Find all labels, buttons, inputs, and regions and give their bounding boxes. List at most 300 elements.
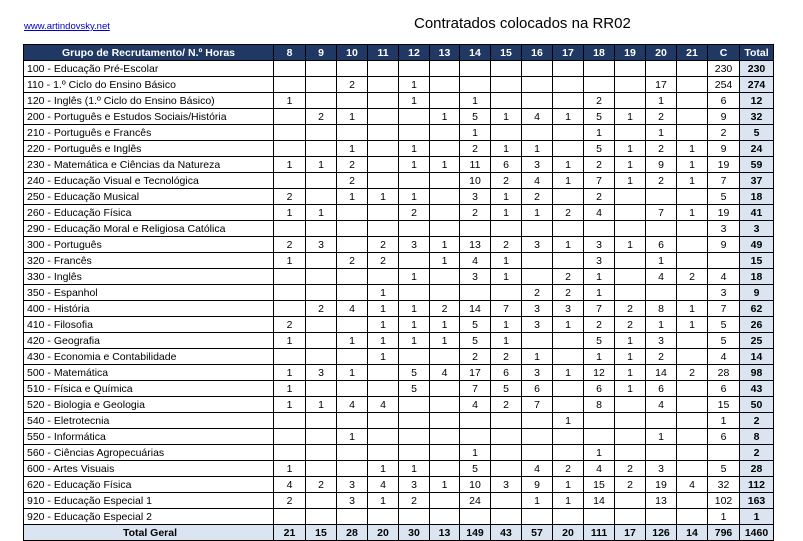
value-cell: 1: [274, 365, 306, 381]
table-row: [24, 109, 774, 125]
value-cell: 1: [460, 93, 491, 109]
value-cell: 6: [646, 381, 677, 397]
column-header: 11: [368, 45, 399, 61]
value-cell: [430, 269, 460, 285]
value-cell: 2: [522, 285, 553, 301]
value-cell: 1: [553, 109, 584, 125]
total-value-cell: 17: [615, 525, 646, 541]
value-cell: 2: [399, 205, 430, 221]
value-cell: [274, 109, 306, 125]
value-cell: [646, 189, 677, 205]
table-row: [24, 493, 774, 509]
group-label: 260 - Educação Física: [24, 205, 274, 221]
value-cell: 1: [646, 93, 677, 109]
value-cell: [491, 125, 522, 141]
value-cell: 3: [522, 365, 553, 381]
value-cell: [430, 125, 460, 141]
value-cell: [274, 349, 306, 365]
value-cell: [368, 141, 399, 157]
value-cell: 2: [615, 317, 646, 333]
value-cell: [522, 429, 553, 445]
value-cell: [368, 413, 399, 429]
value-cell: 3: [646, 461, 677, 477]
value-cell: [399, 221, 430, 237]
value-cell: 1: [491, 109, 522, 125]
total-value-cell: 1460: [740, 525, 774, 541]
value-cell: 2: [368, 253, 399, 269]
value-cell: 2: [274, 189, 306, 205]
value-cell: [368, 429, 399, 445]
value-cell: 5: [584, 333, 615, 349]
value-cell: 1: [337, 429, 368, 445]
value-cell: 8: [584, 397, 615, 413]
value-cell: [274, 221, 306, 237]
value-cell: [306, 93, 337, 109]
group-label: 410 - Filosofia: [24, 317, 274, 333]
value-cell: 1: [553, 237, 584, 253]
value-cell: 3: [553, 301, 584, 317]
value-cell: [337, 221, 368, 237]
value-cell: [615, 269, 646, 285]
group-label: 510 - Física e Química: [24, 381, 274, 397]
value-cell: 3: [584, 237, 615, 253]
value-cell: [553, 509, 584, 525]
value-cell: [368, 93, 399, 109]
value-cell: 1: [491, 141, 522, 157]
value-cell: [430, 221, 460, 237]
table-row: [24, 141, 774, 157]
value-cell: 2: [491, 173, 522, 189]
value-cell: [553, 93, 584, 109]
value-cell: 2: [430, 301, 460, 317]
value-cell: [399, 445, 430, 461]
value-cell: [368, 221, 399, 237]
value-cell: [522, 125, 553, 141]
column-header: 12: [399, 45, 430, 61]
value-cell: 15: [584, 477, 615, 493]
value-cell: [615, 253, 646, 269]
value-cell: 1: [399, 77, 430, 93]
value-cell: [491, 77, 522, 93]
group-label: 550 - Informática: [24, 429, 274, 445]
value-cell: 9: [646, 157, 677, 173]
value-cell: [677, 189, 708, 205]
value-cell: 2: [274, 237, 306, 253]
value-cell: [368, 381, 399, 397]
value-cell: [399, 397, 430, 413]
value-cell: [553, 397, 584, 413]
value-cell: [553, 141, 584, 157]
value-cell: 7: [491, 301, 522, 317]
group-label: 600 - Artes Visuais: [24, 461, 274, 477]
placement-table: [23, 44, 774, 541]
value-cell: 1: [646, 253, 677, 269]
value-cell: 4: [337, 301, 368, 317]
value-cell: 2: [522, 189, 553, 205]
value-cell: 2: [677, 365, 708, 381]
value-cell: [430, 493, 460, 509]
table-row: [24, 477, 774, 493]
group-label: 320 - Francês: [24, 253, 274, 269]
value-cell: [460, 221, 491, 237]
group-label: 540 - Eletrotecnia: [24, 413, 274, 429]
value-cell: [368, 365, 399, 381]
table-row: [24, 509, 774, 525]
group-label: 110 - 1.º Ciclo do Ensino Básico: [24, 77, 274, 93]
value-cell: 1: [430, 157, 460, 173]
value-cell: [491, 93, 522, 109]
value-cell: 6: [522, 381, 553, 397]
value-cell: [553, 429, 584, 445]
value-cell: [553, 445, 584, 461]
table-row: [24, 413, 774, 429]
total-value-cell: 111: [584, 525, 615, 541]
value-cell: [430, 61, 460, 77]
value-cell: [399, 253, 430, 269]
value-cell: [677, 253, 708, 269]
value-cell: 1: [584, 125, 615, 141]
value-cell: [522, 61, 553, 77]
value-cell: 2: [646, 141, 677, 157]
value-cell: 5: [460, 109, 491, 125]
value-cell: [430, 189, 460, 205]
value-cell: [337, 317, 368, 333]
column-header: Total: [740, 45, 774, 61]
value-cell: 2: [646, 173, 677, 189]
value-cell: [677, 381, 708, 397]
value-cell: [522, 221, 553, 237]
value-cell: [430, 445, 460, 461]
row-total-cell: 24: [740, 141, 774, 157]
document-title: Contratados colocados na RR02: [414, 15, 631, 32]
value-cell: 7: [584, 301, 615, 317]
value-cell: [399, 509, 430, 525]
value-cell: 14: [460, 301, 491, 317]
value-cell: 254: [708, 77, 740, 93]
table-row: [24, 445, 774, 461]
value-cell: 1: [491, 333, 522, 349]
value-cell: [677, 221, 708, 237]
value-cell: 1: [615, 157, 646, 173]
value-cell: 2: [553, 461, 584, 477]
value-cell: 5: [460, 461, 491, 477]
value-cell: 4: [460, 397, 491, 413]
value-cell: 1: [306, 205, 337, 221]
value-cell: 3: [708, 221, 740, 237]
value-cell: 4: [584, 205, 615, 221]
table-row: [24, 301, 774, 317]
value-cell: [399, 173, 430, 189]
value-cell: 5: [584, 109, 615, 125]
value-cell: 3: [646, 333, 677, 349]
row-total-cell: 8: [740, 429, 774, 445]
value-cell: 17: [460, 365, 491, 381]
value-cell: [306, 349, 337, 365]
value-cell: [677, 93, 708, 109]
value-cell: [522, 253, 553, 269]
row-total-cell: 3: [740, 221, 774, 237]
value-cell: [399, 285, 430, 301]
table-row: [24, 285, 774, 301]
value-cell: [460, 509, 491, 525]
value-cell: 1: [274, 397, 306, 413]
value-cell: 1: [646, 429, 677, 445]
row-total-cell: 37: [740, 173, 774, 189]
group-label: 920 - Educação Especial 2: [24, 509, 274, 525]
value-cell: [460, 413, 491, 429]
value-cell: [306, 189, 337, 205]
value-cell: 2: [399, 493, 430, 509]
value-cell: [274, 125, 306, 141]
value-cell: [430, 429, 460, 445]
value-cell: [491, 461, 522, 477]
row-total-cell: 43: [740, 381, 774, 397]
table-row: [24, 269, 774, 285]
table-row: [24, 189, 774, 205]
value-cell: [491, 61, 522, 77]
value-cell: 7: [708, 173, 740, 189]
total-label: Total Geral: [24, 525, 274, 541]
value-cell: [460, 61, 491, 77]
value-cell: 4: [584, 461, 615, 477]
value-cell: 28: [708, 365, 740, 381]
value-cell: 1: [368, 349, 399, 365]
value-cell: [306, 125, 337, 141]
value-cell: 2: [306, 477, 337, 493]
value-cell: [522, 77, 553, 93]
table-row: [24, 93, 774, 109]
value-cell: 1: [274, 333, 306, 349]
value-cell: [274, 285, 306, 301]
table-row: [24, 429, 774, 445]
value-cell: [677, 237, 708, 253]
value-cell: 3: [399, 237, 430, 253]
value-cell: [677, 397, 708, 413]
group-label: 300 - Português: [24, 237, 274, 253]
value-cell: 1: [615, 109, 646, 125]
value-cell: [677, 461, 708, 477]
value-cell: 1: [337, 365, 368, 381]
value-cell: 2: [584, 317, 615, 333]
value-cell: 6: [491, 157, 522, 173]
value-cell: [337, 205, 368, 221]
value-cell: 1: [646, 317, 677, 333]
value-cell: [460, 429, 491, 445]
value-cell: [553, 189, 584, 205]
value-cell: [677, 429, 708, 445]
value-cell: [553, 77, 584, 93]
value-cell: 1: [677, 205, 708, 221]
value-cell: [584, 221, 615, 237]
value-cell: 1: [553, 493, 584, 509]
value-cell: 3: [491, 477, 522, 493]
value-cell: 1: [337, 141, 368, 157]
value-cell: 5: [399, 381, 430, 397]
column-header: 20: [646, 45, 677, 61]
value-cell: 1: [615, 381, 646, 397]
value-cell: [646, 221, 677, 237]
value-cell: 2: [615, 301, 646, 317]
column-header: 21: [677, 45, 708, 61]
value-cell: 2: [708, 125, 740, 141]
value-cell: [306, 413, 337, 429]
value-cell: 2: [615, 461, 646, 477]
total-value-cell: 796: [708, 525, 740, 541]
group-label: 400 - História: [24, 301, 274, 317]
value-cell: [430, 173, 460, 189]
row-total-cell: 2: [740, 413, 774, 429]
column-header: 19: [615, 45, 646, 61]
row-total-cell: 49: [740, 237, 774, 253]
value-cell: 2: [337, 173, 368, 189]
value-cell: [337, 445, 368, 461]
value-cell: 2: [677, 269, 708, 285]
value-cell: [615, 285, 646, 301]
value-cell: [399, 413, 430, 429]
column-header: 18: [584, 45, 615, 61]
value-cell: [553, 381, 584, 397]
value-cell: 1: [491, 317, 522, 333]
value-cell: 2: [553, 285, 584, 301]
table-row: [24, 237, 774, 253]
value-cell: 4: [708, 349, 740, 365]
value-cell: [399, 349, 430, 365]
value-cell: 1: [584, 349, 615, 365]
value-cell: [430, 349, 460, 365]
row-total-cell: 18: [740, 269, 774, 285]
value-cell: [274, 173, 306, 189]
value-cell: [522, 93, 553, 109]
value-cell: 1: [522, 205, 553, 221]
value-cell: [677, 333, 708, 349]
value-cell: [615, 413, 646, 429]
value-cell: 1: [368, 189, 399, 205]
value-cell: 1: [677, 301, 708, 317]
value-cell: [430, 205, 460, 221]
value-cell: [522, 445, 553, 461]
value-cell: 32: [708, 477, 740, 493]
value-cell: 3: [522, 317, 553, 333]
value-cell: 9: [522, 477, 553, 493]
value-cell: [274, 61, 306, 77]
value-cell: 5: [584, 141, 615, 157]
total-value-cell: 20: [368, 525, 399, 541]
value-cell: [306, 77, 337, 93]
value-cell: 1: [553, 157, 584, 173]
row-total-cell: 230: [740, 61, 774, 77]
value-cell: [399, 429, 430, 445]
value-cell: [615, 61, 646, 77]
value-cell: 1: [399, 317, 430, 333]
value-cell: [584, 413, 615, 429]
value-cell: [337, 237, 368, 253]
value-cell: 5: [460, 317, 491, 333]
value-cell: 1: [708, 509, 740, 525]
total-value-cell: 21: [274, 525, 306, 541]
value-cell: 1: [430, 317, 460, 333]
value-cell: 1: [553, 477, 584, 493]
total-value-cell: 13: [430, 525, 460, 541]
total-value-cell: 126: [646, 525, 677, 541]
value-cell: 9: [708, 237, 740, 253]
value-cell: 1: [430, 477, 460, 493]
value-cell: [646, 509, 677, 525]
table-row: [24, 221, 774, 237]
total-value-cell: 149: [460, 525, 491, 541]
row-total-cell: 32: [740, 109, 774, 125]
value-cell: 2: [553, 269, 584, 285]
value-cell: 1: [615, 349, 646, 365]
value-cell: 1: [460, 445, 491, 461]
value-cell: [553, 221, 584, 237]
value-cell: 3: [522, 237, 553, 253]
table-row: [24, 317, 774, 333]
group-label: 120 - Inglês (1.º Ciclo do Ensino Básico): [24, 93, 274, 109]
value-cell: 6: [708, 93, 740, 109]
value-cell: [646, 413, 677, 429]
value-cell: [337, 413, 368, 429]
value-cell: 6: [708, 381, 740, 397]
value-cell: 4: [274, 477, 306, 493]
value-cell: 1: [399, 269, 430, 285]
value-cell: 1: [430, 253, 460, 269]
group-label: 290 - Educação Moral e Religiosa Católica: [24, 221, 274, 237]
value-cell: [646, 445, 677, 461]
value-cell: 12: [584, 365, 615, 381]
value-cell: [337, 125, 368, 141]
value-cell: [368, 269, 399, 285]
value-cell: 2: [337, 157, 368, 173]
value-cell: [306, 381, 337, 397]
value-cell: 1: [274, 157, 306, 173]
value-cell: 4: [522, 461, 553, 477]
row-total-cell: 41: [740, 205, 774, 221]
table-row: [24, 333, 774, 349]
value-cell: [553, 333, 584, 349]
row-total-cell: 28: [740, 461, 774, 477]
value-cell: [274, 429, 306, 445]
value-cell: 2: [646, 109, 677, 125]
value-cell: [491, 413, 522, 429]
value-cell: 1: [584, 445, 615, 461]
value-cell: 1: [399, 189, 430, 205]
value-cell: [306, 493, 337, 509]
value-cell: 2: [491, 397, 522, 413]
value-cell: 1: [306, 397, 337, 413]
table-row: [24, 173, 774, 189]
value-cell: [306, 445, 337, 461]
group-label: 350 - Espanhol: [24, 285, 274, 301]
value-cell: 6: [491, 365, 522, 381]
value-cell: 8: [646, 301, 677, 317]
total-row: [24, 525, 774, 541]
value-cell: 3: [522, 157, 553, 173]
value-cell: [677, 413, 708, 429]
table-row: [24, 365, 774, 381]
group-label: 250 - Educação Musical: [24, 189, 274, 205]
value-cell: 5: [491, 381, 522, 397]
value-cell: 4: [337, 397, 368, 413]
site-link[interactable]: www.artindovsky.net: [24, 21, 110, 32]
value-cell: 1: [274, 253, 306, 269]
value-cell: 1: [399, 93, 430, 109]
value-cell: 1: [337, 109, 368, 125]
value-cell: [306, 221, 337, 237]
value-cell: 3: [306, 237, 337, 253]
value-cell: 1: [274, 461, 306, 477]
value-cell: [615, 509, 646, 525]
value-cell: [306, 173, 337, 189]
